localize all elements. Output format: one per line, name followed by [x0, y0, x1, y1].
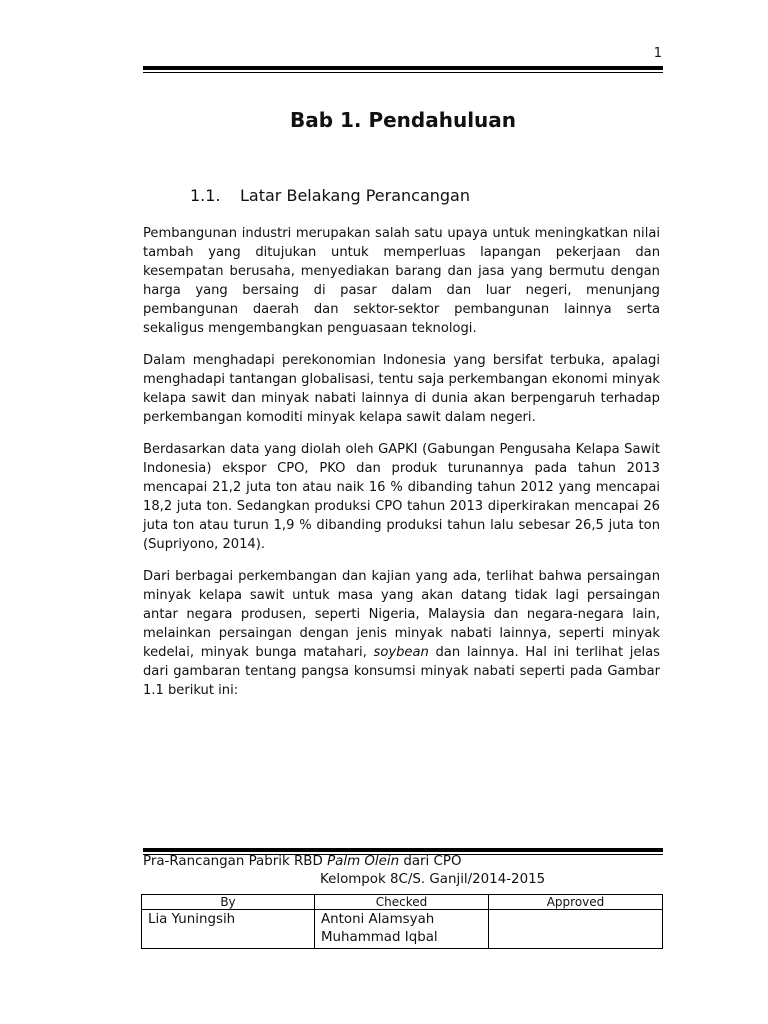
page-number: 1 [653, 46, 662, 61]
paragraph-2: Dalam menghadapi perekonomian Indonesia yang bersifat terbuka, apalagi menghadapi tantangan globalisasi, tentu saja perkembangan ekonomi minyak kelapa sawit dan minyak nabati lainnya di dunia akan berpengaruh terhadap perkembangan komoditi minyak kelapa sawit dalam negeri. [143, 353, 660, 425]
header-rule [143, 66, 663, 73]
paragraph-4 [143, 567, 660, 700]
section-title-text: Latar Belakang Perancangan [240, 186, 470, 205]
chapter-title: Bab 1. Pendahuluan [289, 108, 517, 132]
paragraph-4-part-1: Dari berbagai perkembangan dan kajian yang ada, terlihat bahwa persaingan minyak kelapa sawit untuk masa yang akan datang tidak lagi persaingan antar negara produsen, seperti Nigeria, Malaysia dan negara-negara lain, melainkan persaingan dengan jenis minyak nabati lainnya, seperti minyak kedelai, minyak bunga matahari, [143, 569, 660, 660]
paragraph-1: Pembangunan industri merupakan salah satu upaya untuk meningkatkan nilai tambah yang ditujukan untuk memperluas lapangan pekerjaan dan kesempatan berusaha, menyediakan barang dan jasa yang bermutu dengan harga yang bersaing di pasar dalam dan luar negeri, menunjang pembangunan daerah dan sektor-sektor pembangunan lainnya serta sekaligus mengembangkan penguasaan teknologi. [143, 226, 660, 336]
footer-title-suffix: dari CPO [399, 854, 462, 869]
paragraph-4-italic: soybean [373, 645, 429, 660]
checker-1: Antoni Alamsyah [320, 912, 435, 927]
footer-project-title [143, 854, 462, 869]
section-heading [190, 186, 470, 205]
footer-title-prefix: Pra-Rancangan Pabrik RBD [143, 854, 328, 869]
header-approved: Approved [488, 895, 662, 910]
paragraph-3: Berdasarkan data yang diolah oleh GAPKI (Gabungan Pengusaha Kelapa Sawit Indonesia) ekspor CPO, PKO dan produk turunannya pada tahun 2013 mencapai 21,2 juta ton atau naik 16 % dibanding tahun 2012 yang mencapai 18,2 juta ton. Sedangkan produksi CPO tahun 2013 diperkirakan mencapai 26 juta ton atau turun 1,9 % dibanding produksi tahun lalu sebesar 26,5 juta ton (Supriyono, 2014). [143, 442, 660, 552]
signature-table-header [142, 895, 663, 910]
header-checked: Checked [314, 895, 488, 910]
footer-group: Kelompok 8C/S. Ganjil/2014-2015 [320, 872, 546, 887]
paragraph-4-part-2: dan lainnya. Hal ini terlihat jelas dari gambaran tentang pangsa konsumsi minyak nabati seperti pada Gambar 1.1 berikut ini: [143, 645, 660, 698]
body-text [143, 224, 660, 713]
header-by: By [142, 895, 315, 910]
footer-title-italic: Palm Olein [327, 854, 400, 869]
checker-2: Muhammad Iqbal [320, 930, 438, 945]
cell-approved [488, 910, 662, 949]
cell-by: Lia Yuningsih [142, 910, 315, 949]
signature-table-row [142, 910, 663, 949]
signature-table [141, 894, 663, 949]
section-number: 1.1. [190, 186, 221, 205]
cell-checked [314, 910, 488, 949]
